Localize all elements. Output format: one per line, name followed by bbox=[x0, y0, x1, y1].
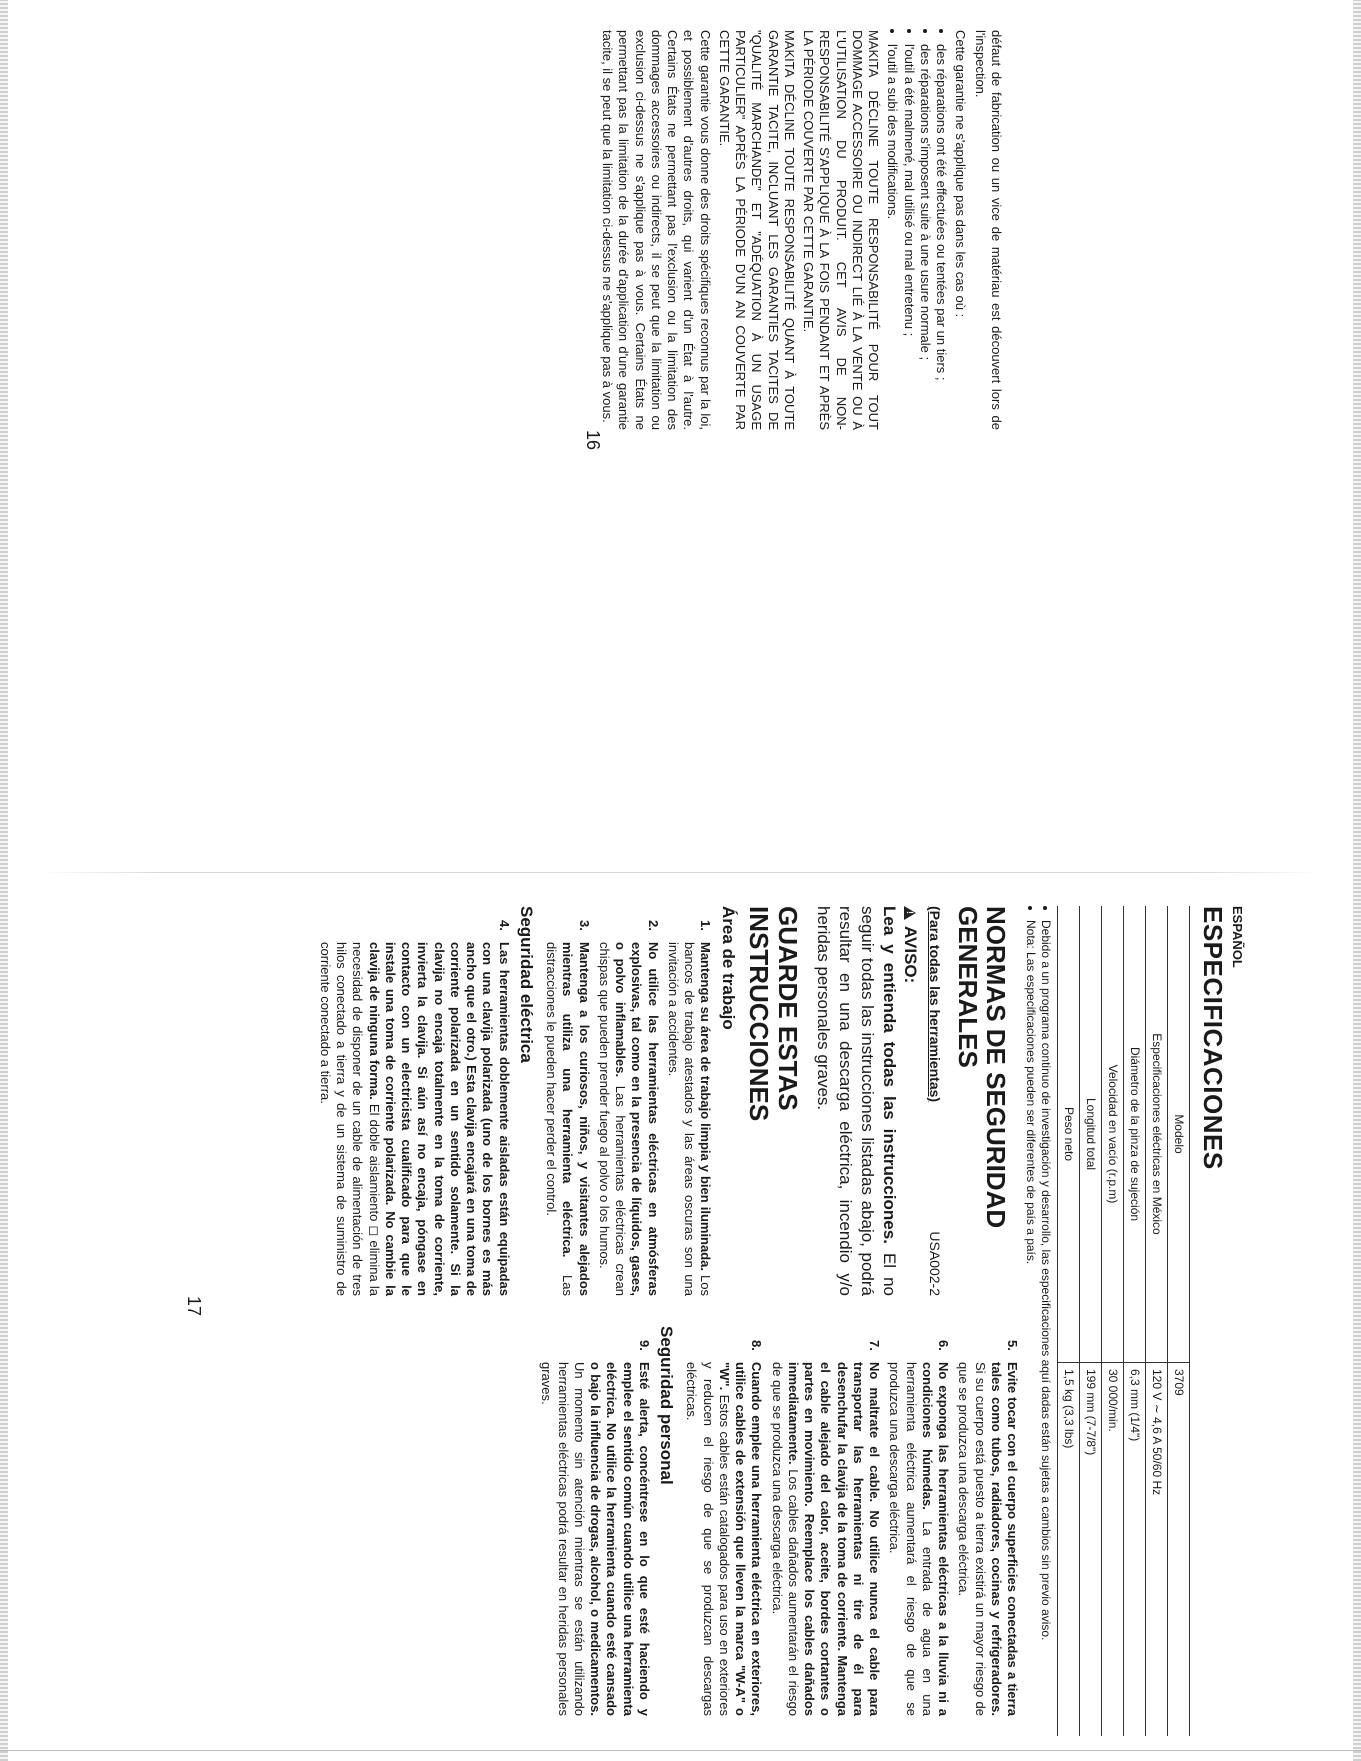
item-lead: No exponga las herramientas eléctricas a la lluvia ni a condiciones húmedas. bbox=[919, 1362, 952, 1716]
page-number: 16 bbox=[583, 430, 603, 451]
item-text: Estos cables están catalogados para uso en exteriores y reducen el riesgo de que se produzcan descargas eléctricas. bbox=[684, 1362, 732, 1716]
list-item: • Nota: Las especificaciones pueden ser diferentes de país a país. bbox=[1023, 920, 1038, 1736]
personal-title: Seguridad personal bbox=[657, 1326, 677, 1485]
table-row bbox=[1168, 906, 1190, 1736]
warning-heading bbox=[900, 906, 921, 1296]
item-text: Un momento sin atención mientras se están utilizando herramientas eléctricas podrá resultar en heridas personales graves. bbox=[539, 1362, 587, 1716]
spec-label: Modelo bbox=[1168, 906, 1190, 1363]
item-number: 4. bbox=[496, 920, 512, 931]
item-number: 9. bbox=[636, 1340, 652, 1351]
list-item bbox=[543, 920, 592, 1296]
item-text: Los cables dañados aumentarán el riesgo de que se produzca una descarga eléctrica. bbox=[769, 1362, 801, 1716]
work-area-title: Área de trabajo bbox=[718, 906, 738, 1030]
item-lead: Cuando emplee una herramienta eléctrica en exteriores, utilice cables de extensión que lleven la marca "W-A" o "W". bbox=[716, 1362, 765, 1716]
safety-title: NORMAS DE SEGURIDAD GENERALES bbox=[952, 906, 1012, 1229]
table-row bbox=[1146, 906, 1168, 1736]
item-lead: Esté alerta, concéntrese en lo que esté haciendo y emplee el sentido común cuando utilice una herramienta eléctrica. No utilice la herramienta cuando esté cansado o bajo la influencia de drogas, alcohol, o medicamentos. bbox=[588, 1362, 652, 1716]
item-number: 2. bbox=[645, 920, 661, 931]
item-lead: Mantenga su área de trabajo limpia y bien iluminada. bbox=[698, 942, 714, 1272]
item-lead: Las herramientas doblemente aisladas están equipadas con una clavija polarizada (uno de los bornes es más ancho que el otro.) Esta clavija encajará en una toma de corriente polarizada en un sentido solamente. Si la clavija no encaja totalmente en la toma de corriente, invierta la clavija. Si aún así no encaja, póngase en contacto con un electricista cualificado para que le instale una toma de corriente polarizada. No cambie la clavija de ninguna forma. bbox=[366, 942, 512, 1296]
item-lead: No utilice las herramientas eléctricas en atmósferas explosivas, tal como en la presencia de líquidos, gases, o polvo inflamables. bbox=[613, 942, 661, 1296]
bottom-rule bbox=[0, 1750, 1361, 1751]
item-text: El doble aislamiento ◻ elimina la necesidad de disponer de un cable de alimentación de tres hilos conectado a tierra y de un sistema de suministro de corriente conectado a tierra. bbox=[317, 942, 382, 1296]
warning-triangle-icon bbox=[904, 906, 916, 920]
spec-notes bbox=[1023, 906, 1053, 1736]
work-area-list bbox=[543, 906, 714, 1296]
warning-title: AVISO: bbox=[901, 926, 921, 984]
list-item: • l'outil a été malmené, mal utilisé ou mal entretenu ; bbox=[901, 44, 917, 430]
item-number: 3. bbox=[576, 920, 592, 931]
electrical-list bbox=[683, 1326, 1020, 1716]
page-16 bbox=[584, 30, 1004, 850]
item-text: Las distracciones le pueden hacer perder el control. bbox=[544, 942, 576, 1296]
list-item: • Debido a un programa continuo de investigación y desarrollo, las especificaciones aquí dadas están sujetas a cambios sin previo aviso. bbox=[1038, 920, 1053, 1736]
list-item bbox=[886, 1340, 951, 1716]
spec-value: 6,3 mm (1/4") bbox=[1124, 1363, 1146, 1737]
exclusions-intro: Cette garantie ne s'applique pas dans les cas où : bbox=[953, 30, 969, 318]
page-fold bbox=[40, 872, 1320, 873]
exclusions-list bbox=[884, 30, 949, 430]
spec-value: 3709 bbox=[1168, 1363, 1190, 1737]
spec-label: Longitud total bbox=[1080, 906, 1102, 1363]
electrical-list-start bbox=[317, 906, 512, 1296]
list-item: • des réparations s'imposent suite à une usure normale ; bbox=[917, 44, 933, 430]
list-item bbox=[317, 920, 512, 1296]
spec-value: 30 000/min. bbox=[1102, 1363, 1124, 1737]
item-text: Si su cuerpo está puesto a tierra existirá un mayor riesgo de que se produzca una descarga eléctrica. bbox=[956, 1362, 988, 1716]
spec-label: Diámetro de la pinza de sujeción bbox=[1124, 906, 1146, 1363]
list-item bbox=[768, 1340, 882, 1716]
item-text: La entrada de agua en una herramienta eléctrica aumentará el riesgo de que se produzca una descarga eléctrica. bbox=[887, 1362, 935, 1716]
closing-text: Cette garantie vous donne des droits spécifiques reconnus par la loi, et possiblement d'autres droits, qui varient d'un État à l'autre. Certains États ne permettant pas l'exclusion ou la limitation des dommages accessoires ou indirects, il se peut que la limitation ou exclusion ci-dessus ne s'applique pas à vous. Certains États ne permettant pas la limitation de la durée d'application d'une garantie tacite, il se peut que la limitation ci-dessus ne s'applique pas à vous. bbox=[600, 30, 713, 430]
disclaimer-implied: MAKITA DÉCLINE TOUTE RESPONSABILITÉ QUANT À TOUTE GARANTIE TACITE, INCLUANT LES GARANTIES TACITES DE "QUALITÉ MARCHANDE" ET "ADÉQUATION À UN USAGE PARTICULIER" APRÈS LA PÉRIODE D'UN AN COUVERTE PAR CETTE GARANTIE. bbox=[717, 30, 797, 430]
page-16-column bbox=[599, 30, 1004, 430]
disclaimer-incidental: MAKITA DÉCLINE TOUTE RESPONSABILITÉ POUR TOUT DOMMAGE ACCESSOIRE OU INDIRECT LIÉ À LA VENTE OU À L'UTILISATION DU PRODUIT. CET AVIS DE NON-RESPONSABILITÉ S'APPLIQUE À LA FOIS PENDANT ET APRÈS LA PÉRIODE COUVERTE PAR CETTE GARANTIE. bbox=[801, 30, 882, 430]
table-row bbox=[1102, 906, 1124, 1736]
item-number: 7. bbox=[867, 1340, 883, 1351]
item-lead: No maltrate el cable. No utilice nunca el cable para transportar las herramientas ni tire de él para desenchufar la clavija de la toma de corriente. Mantenga el cable alejado del calor, aceite, bordes cortantes o partes en movimiento. Reemplace los cables dañados inmediatamente. bbox=[785, 1362, 883, 1716]
list-item: • l'outil a subi des modifications. bbox=[884, 44, 900, 430]
spec-label: Especificaciones eléctricas en México bbox=[1146, 906, 1168, 1363]
page-17-columns bbox=[313, 906, 1021, 1736]
page-number: 17 bbox=[184, 1296, 204, 1317]
list-item bbox=[665, 920, 714, 1296]
item-number: 1. bbox=[698, 920, 714, 931]
item-number: 6. bbox=[936, 1340, 952, 1351]
spec-value: 199 mm (7-7/8") bbox=[1080, 1363, 1102, 1737]
spec-label: Peso neto bbox=[1058, 906, 1080, 1363]
list-item: • des réparations ont été effectuées ou tentées par un tiers ; bbox=[933, 44, 949, 430]
spec-value: 120 V ∼ 4,6 A 50/60 Hz bbox=[1146, 1363, 1168, 1737]
warning-block bbox=[812, 906, 900, 1296]
tools-label: (Para todas las herramientas) bbox=[926, 906, 943, 1103]
tools-row bbox=[925, 906, 943, 1296]
save-title: GUARDE ESTAS INSTRUCCIONES bbox=[744, 906, 803, 1122]
item-lead: Evite tocar con el cuerpo superficies conectadas a tierra tales como tubos, radiadores, cocinas y refrigeradores. bbox=[988, 1362, 1021, 1716]
list-item bbox=[538, 1340, 652, 1716]
scan-edge-left bbox=[0, 0, 8, 1761]
intro-text: défaut de fabrication ou un vice de matériau est découvert lors de l'inspection. bbox=[972, 30, 1004, 430]
list-item bbox=[596, 920, 661, 1296]
personal-list bbox=[538, 1326, 652, 1716]
page-17 bbox=[115, 906, 1245, 1736]
list-item bbox=[683, 1340, 764, 1716]
specs-table bbox=[1057, 906, 1190, 1736]
left-column bbox=[313, 906, 1021, 1296]
table-row bbox=[1124, 906, 1146, 1736]
item-text: Los bancos de trabajo atestados y las áreas oscuras son una invitación a accidentes. bbox=[665, 942, 714, 1296]
right-column bbox=[313, 1326, 1021, 1716]
warning-body: El no seguir todas las instrucciones listadas abajo, podrá resultar en una descarga eléctrica, incendio y/o heridas personales graves. bbox=[813, 906, 900, 1296]
spec-value: 1,5 kg (3,3 lbs) bbox=[1058, 1363, 1080, 1737]
electrical-title: Seguridad eléctrica bbox=[516, 906, 536, 1063]
spec-label: Velocidad en vacío (r.p.m) bbox=[1102, 906, 1124, 1363]
warning-lead: Lea y entienda todas las instrucciones. bbox=[880, 906, 900, 1244]
item-text: Las herramientas eléctricas crean chispas que pueden prender fuego al polvo o los humos. bbox=[596, 942, 629, 1296]
list-item bbox=[955, 1340, 1020, 1716]
item-number: 5. bbox=[1005, 1340, 1021, 1351]
item-number: 8. bbox=[749, 1340, 765, 1351]
table-row bbox=[1058, 906, 1080, 1736]
language-label: ESPAÑOL bbox=[1230, 906, 1245, 968]
specs-title: ESPECIFICACIONES bbox=[1197, 906, 1228, 1170]
item-lead: Mantenga a los curiosos, niños, y visitantes alejados mientras utiliza una herramienta eléctrica. bbox=[560, 942, 592, 1296]
scan-edge-right bbox=[1353, 0, 1361, 1761]
table-row bbox=[1080, 906, 1102, 1736]
tools-code: USA002-2 bbox=[926, 1231, 943, 1296]
